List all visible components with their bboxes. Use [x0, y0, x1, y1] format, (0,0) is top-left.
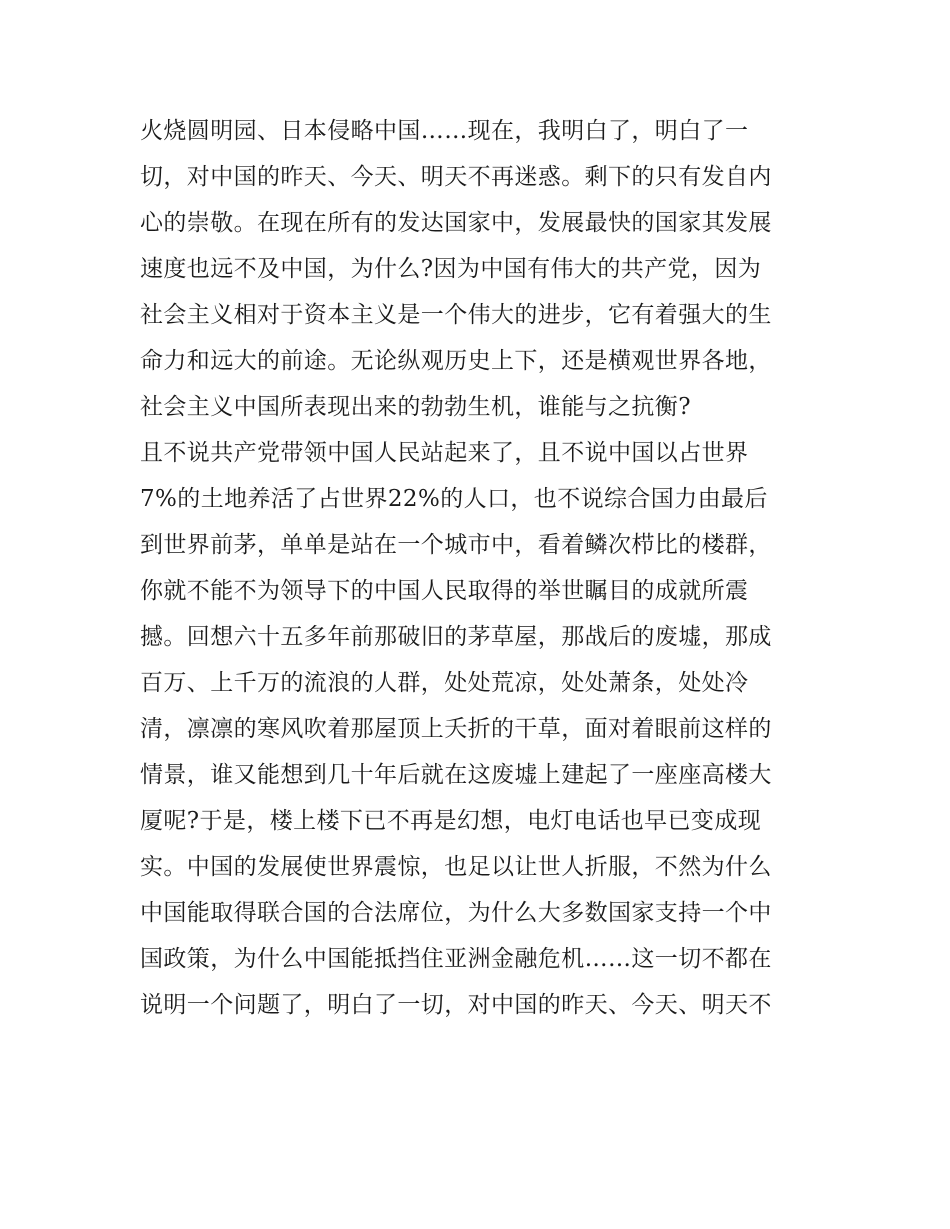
text-line: 切，对中国的昨天、今天、明天不再迷惑。剩下的只有发自内: [140, 164, 772, 190]
text-line: 中国能取得联合国的合法席位，为什么大多数国家支持一个中: [140, 900, 772, 926]
text-line: 社会主义中国所表现出来的勃勃生机，谁能与之抗衡?: [140, 394, 691, 420]
text-line: 社会主义相对于资本主义是一个伟大的进步，它有着强大的生: [140, 302, 772, 328]
text-line: 7%的土地养活了占世界22%的人口，也不说综合国力由最后: [140, 486, 768, 512]
text-line: 命力和远大的前途。无论纵观历史上下，还是横观世界各地，: [140, 348, 772, 374]
text-line: 火烧圆明园、日本侵略中国……现在，我明白了，明白了一: [140, 118, 749, 144]
text-line: 到世界前茅，单单是站在一个城市中，看着鳞次栉比的楼群，: [140, 532, 772, 558]
text-line: 说明一个问题了，明白了一切，对中国的昨天、今天、明天不: [140, 992, 772, 1018]
text-line: 国政策，为什么中国能抵挡住亚洲金融危机……这一切不都在: [140, 946, 772, 972]
text-line: 厦呢?于是，楼上楼下已不再是幻想，电灯电话也早已变成现: [140, 808, 762, 834]
text-line: 撼。回想六十五多年前那破旧的茅草屋，那战后的废墟，那成: [140, 624, 772, 650]
text-line: 速度也远不及中国，为什么?因为中国有伟大的共产党，因为: [140, 256, 762, 282]
text-line: 心的崇敬。在现在所有的发达国家中，发展最快的国家其发展: [140, 210, 772, 236]
text-line: 百万、上千万的流浪的人群，处处荒凉，处处萧条，处处冷: [140, 670, 749, 696]
body-text: [140, 108, 820, 1028]
text-line: 清，凛凛的寒风吹着那屋顶上夭折的干草，面对着眼前这样的: [140, 716, 772, 742]
text-line: 你就不能不为领导下的中国人民取得的举世瞩目的成就所震: [140, 578, 749, 604]
text-line: 实。中国的发展使世界震惊，也足以让世人折服，不然为什么: [140, 854, 772, 880]
text-line: 且不说共产党带领中国人民站起来了，且不说中国以占世界: [140, 440, 749, 466]
text-line: 情景，谁又能想到几十年后就在这废墟上建起了一座座高楼大: [140, 762, 772, 788]
